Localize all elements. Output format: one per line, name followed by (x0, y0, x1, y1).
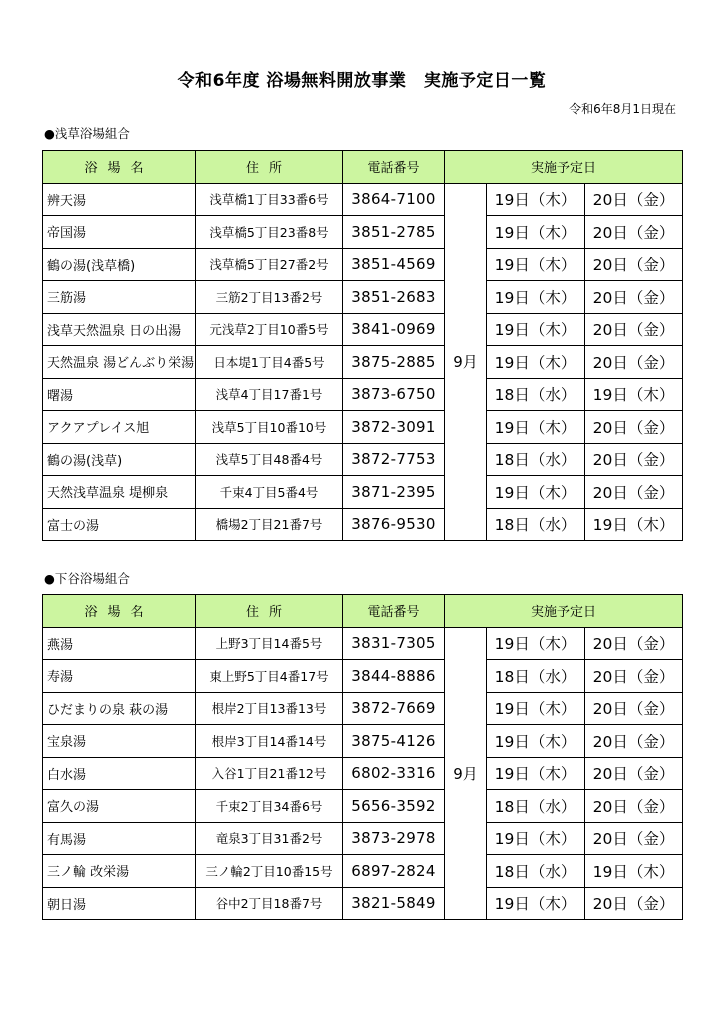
header-tel: 電話番号 (343, 595, 445, 628)
phone-cell: 3872-3091 (343, 411, 445, 444)
address-cell: 三筋2丁目13番2号 (196, 281, 343, 314)
month-cell: 9月 (445, 183, 487, 541)
date-cell-1: 19日（木） (487, 692, 585, 725)
bathhouse-name-cell: 有馬湯 (43, 822, 196, 855)
address-cell: 浅草5丁目10番10号 (196, 411, 343, 444)
bathhouse-name-cell: 三筋湯 (43, 281, 196, 314)
date-cell-1: 18日（水） (487, 660, 585, 693)
table-row (43, 216, 683, 249)
table-row (43, 725, 683, 758)
date-cell-1: 18日（水） (487, 378, 585, 411)
table-row (43, 476, 683, 509)
date-cell-1: 19日（木） (487, 822, 585, 855)
bathhouse-name-cell: 鶴の湯(浅草橋) (43, 248, 196, 281)
date-cell-1: 19日（木） (487, 216, 585, 249)
date-cell-2: 20日（金） (585, 411, 683, 444)
date-cell-2: 20日（金） (585, 757, 683, 790)
date-cell-1: 18日（水） (487, 790, 585, 823)
date-cell-1: 19日（木） (487, 725, 585, 758)
phone-cell: 3841-0969 (343, 313, 445, 346)
phone-cell: 3875-2885 (343, 346, 445, 379)
bathhouse-name-cell: アクアプレイス旭 (43, 411, 196, 444)
table-row (43, 887, 683, 920)
bathhouse-name-cell: 浅草天然温泉 日の出湯 (43, 313, 196, 346)
phone-cell: 6897-2824 (343, 855, 445, 888)
date-cell-2: 20日（金） (585, 476, 683, 509)
bathhouse-name-cell: 富久の湯 (43, 790, 196, 823)
address-cell: 浅草橋5丁目27番2号 (196, 248, 343, 281)
date-cell-2: 20日（金） (585, 281, 683, 314)
phone-cell: 3875-4126 (343, 725, 445, 758)
date-cell-1: 19日（木） (487, 887, 585, 920)
table-row (43, 313, 683, 346)
bathhouse-name-cell: 富士の湯 (43, 508, 196, 541)
table-header-row (43, 595, 683, 628)
date-cell-1: 19日（木） (487, 476, 585, 509)
table-row (43, 855, 683, 888)
date-cell-1: 19日（木） (487, 281, 585, 314)
date-cell-1: 19日（木） (487, 627, 585, 660)
bathhouse-name-cell: 三ノ輪 改栄湯 (43, 855, 196, 888)
table-row (43, 248, 683, 281)
table-row (43, 822, 683, 855)
address-cell: 浅草4丁目17番1号 (196, 378, 343, 411)
bathhouse-name-cell: 帝国湯 (43, 216, 196, 249)
bathhouse-name-cell: 朝日湯 (43, 887, 196, 920)
phone-cell: 3872-7753 (343, 443, 445, 476)
phone-cell: 3873-2978 (343, 822, 445, 855)
date-cell-2: 20日（金） (585, 248, 683, 281)
address-cell: 千束2丁目34番6号 (196, 790, 343, 823)
address-cell: 上野3丁目14番5号 (196, 627, 343, 660)
date-cell-1: 18日（水） (487, 508, 585, 541)
address-cell: 三ノ輪2丁目10番15号 (196, 855, 343, 888)
address-cell: 元浅草2丁目10番5号 (196, 313, 343, 346)
address-cell: 浅草橋5丁目23番8号 (196, 216, 343, 249)
date-cell-2: 20日（金） (585, 627, 683, 660)
table-row (43, 660, 683, 693)
table-row (43, 443, 683, 476)
phone-cell: 3872-7669 (343, 692, 445, 725)
schedule-table-asakusa (42, 150, 683, 541)
address-cell: 根岸2丁目13番13号 (196, 692, 343, 725)
bathhouse-name-cell: 宝泉湯 (43, 725, 196, 758)
date-cell-2: 20日（金） (585, 790, 683, 823)
date-cell-2: 20日（金） (585, 692, 683, 725)
bathhouse-name-cell: ひだまりの泉 萩の湯 (43, 692, 196, 725)
date-cell-2: 20日（金） (585, 822, 683, 855)
bathhouse-name-cell: 燕湯 (43, 627, 196, 660)
date-cell-2: 19日（木） (585, 378, 683, 411)
section-label-asakusa: ●浅草浴場組合 (44, 126, 130, 141)
address-cell: 東上野5丁目4番17号 (196, 660, 343, 693)
address-cell: 根岸3丁目14番14号 (196, 725, 343, 758)
phone-cell: 3864-7100 (343, 183, 445, 216)
phone-cell: 3851-2785 (343, 216, 445, 249)
bathhouse-name-cell: 曙湯 (43, 378, 196, 411)
date-cell-1: 19日（木） (487, 248, 585, 281)
phone-cell: 3876-9530 (343, 508, 445, 541)
bathhouse-name-cell: 辨天湯 (43, 183, 196, 216)
date-cell-1: 19日（木） (487, 411, 585, 444)
table-header-row (43, 151, 683, 184)
phone-cell: 3844-8886 (343, 660, 445, 693)
date-cell-2: 19日（木） (585, 508, 683, 541)
table-row (43, 790, 683, 823)
date-cell-2: 20日（金） (585, 216, 683, 249)
as-of-date: 令和6年8月1日現在 (569, 102, 676, 116)
table-row (43, 281, 683, 314)
month-cell: 9月 (445, 627, 487, 920)
header-name: 浴場名 (43, 151, 196, 184)
date-cell-2: 19日（木） (585, 855, 683, 888)
phone-cell: 3871-2395 (343, 476, 445, 509)
date-cell-2: 20日（金） (585, 183, 683, 216)
section-label-shitaya: ●下谷浴場組合 (44, 571, 130, 586)
phone-cell: 3851-2683 (343, 281, 445, 314)
bathhouse-name-cell: 白水湯 (43, 757, 196, 790)
date-cell-2: 20日（金） (585, 725, 683, 758)
date-cell-2: 20日（金） (585, 443, 683, 476)
phone-cell: 5656-3592 (343, 790, 445, 823)
address-cell: 浅草5丁目48番4号 (196, 443, 343, 476)
date-cell-2: 20日（金） (585, 313, 683, 346)
table-row (43, 692, 683, 725)
address-cell: 橋場2丁目21番7号 (196, 508, 343, 541)
date-cell-1: 19日（木） (487, 313, 585, 346)
address-cell: 入谷1丁目21番12号 (196, 757, 343, 790)
date-cell-1: 19日（木） (487, 183, 585, 216)
table-row (43, 411, 683, 444)
date-cell-1: 18日（水） (487, 855, 585, 888)
phone-cell: 3831-7305 (343, 627, 445, 660)
header-address: 住所 (196, 595, 343, 628)
phone-cell: 3821-5849 (343, 887, 445, 920)
header-dates: 実施予定日 (445, 151, 683, 184)
header-tel: 電話番号 (343, 151, 445, 184)
bathhouse-name-cell: 天然温泉 湯どんぶり栄湯 (43, 346, 196, 379)
table-row (43, 508, 683, 541)
header-name: 浴場名 (43, 595, 196, 628)
schedule-table-shitaya (42, 594, 683, 920)
table-row (43, 378, 683, 411)
table-row (43, 627, 683, 660)
date-cell-2: 20日（金） (585, 346, 683, 379)
page-title: 令和6年度 浴場無料開放事業 実施予定日一覧 (177, 71, 547, 91)
address-cell: 竜泉3丁目31番2号 (196, 822, 343, 855)
table-row (43, 757, 683, 790)
phone-cell: 6802-3316 (343, 757, 445, 790)
address-cell: 日本堤1丁目4番5号 (196, 346, 343, 379)
table-row (43, 346, 683, 379)
date-cell-1: 19日（木） (487, 346, 585, 379)
phone-cell: 3851-4569 (343, 248, 445, 281)
address-cell: 千束4丁目5番4号 (196, 476, 343, 509)
date-cell-2: 20日（金） (585, 660, 683, 693)
table-row (43, 183, 683, 216)
address-cell: 浅草橋1丁目33番6号 (196, 183, 343, 216)
phone-cell: 3873-6750 (343, 378, 445, 411)
address-cell: 谷中2丁目18番7号 (196, 887, 343, 920)
bathhouse-name-cell: 寿湯 (43, 660, 196, 693)
header-address: 住所 (196, 151, 343, 184)
date-cell-1: 18日（水） (487, 443, 585, 476)
date-cell-1: 19日（木） (487, 757, 585, 790)
date-cell-2: 20日（金） (585, 887, 683, 920)
bathhouse-name-cell: 鶴の湯(浅草) (43, 443, 196, 476)
header-dates: 実施予定日 (445, 595, 683, 628)
bathhouse-name-cell: 天然浅草温泉 堤柳泉 (43, 476, 196, 509)
